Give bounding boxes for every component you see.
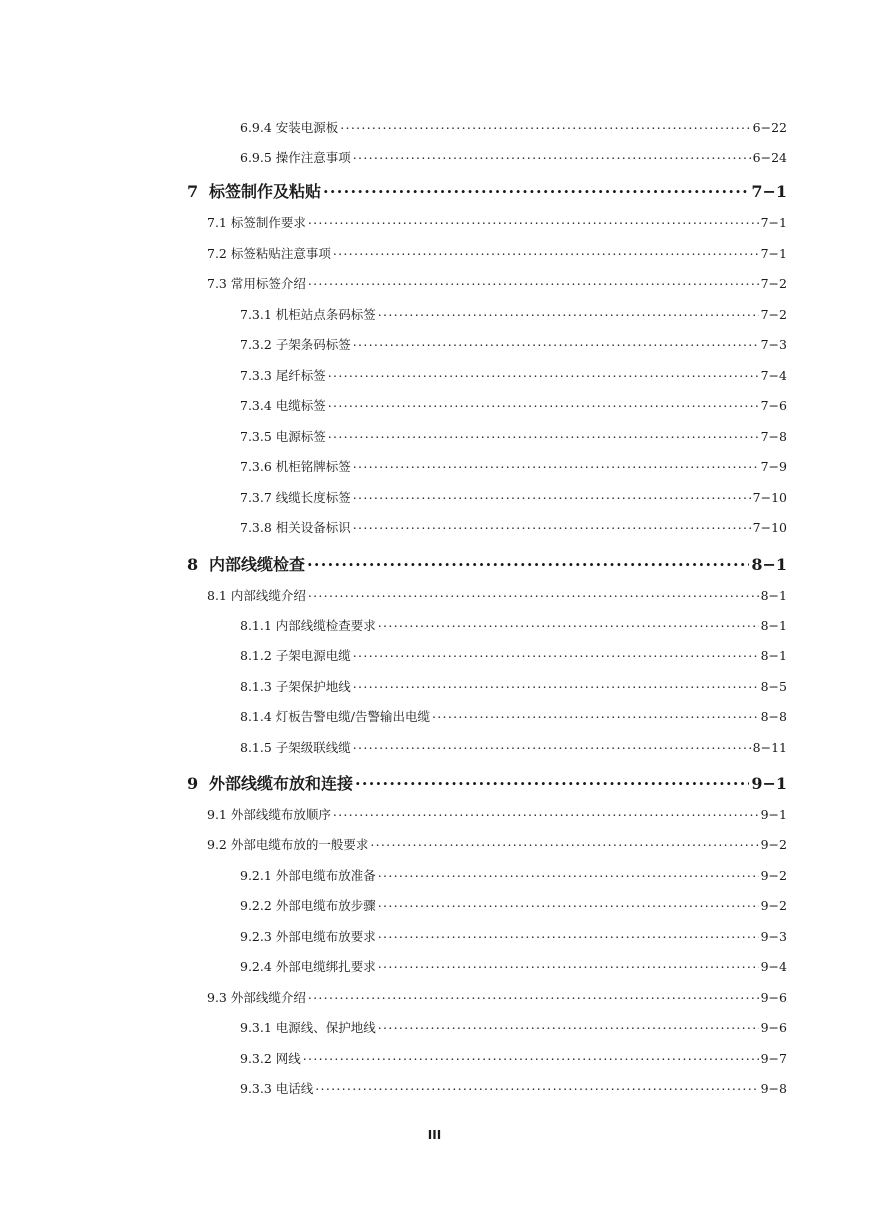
toc-page-number: 7−3 <box>760 337 787 352</box>
toc-entry-title-group <box>240 957 376 975</box>
toc-dot-leader <box>353 520 751 533</box>
toc-subsection-entry[interactable] <box>240 366 787 384</box>
toc-entry-title: 9.3.1 电源线、保护地线 <box>240 1020 376 1035</box>
toc-chapter-entry[interactable] <box>187 771 787 794</box>
toc-dot-leader <box>323 181 749 197</box>
toc-dot-leader <box>308 588 759 601</box>
toc-page-number: 9−6 <box>760 990 787 1005</box>
toc-dot-leader <box>432 709 759 722</box>
toc-page-number: 9−2 <box>760 868 787 883</box>
toc-entry-title-group <box>187 771 353 794</box>
toc-page-number: 9−1 <box>751 774 787 793</box>
toc-dot-leader <box>355 773 749 789</box>
toc-entry-title: 9.3.3 电话线 <box>240 1081 314 1096</box>
toc-dot-leader <box>315 1081 758 1094</box>
toc-dot-leader <box>378 929 759 942</box>
toc-entry-title-group <box>240 396 326 414</box>
toc-subsection-entry[interactable] <box>240 427 787 445</box>
toc-entry-title: 7.1 标签制作要求 <box>207 215 306 230</box>
toc-entry-title: 内部线缆检查 <box>209 555 306 574</box>
toc-page-number: 9−8 <box>760 1081 787 1096</box>
toc-page-number: 6−22 <box>752 120 787 135</box>
toc-entry-title: 8.1.3 子架保护地线 <box>240 679 351 694</box>
toc-entry-title: 9.1 外部线缆布放顺序 <box>207 807 331 822</box>
toc-entry-title: 7.3.4 电缆标签 <box>240 398 326 413</box>
toc-entry-title-group <box>207 244 331 262</box>
toc-page-number: 7−8 <box>760 429 787 444</box>
toc-entry-title: 9.2.1 外部电缆布放准备 <box>240 868 376 883</box>
toc-entry-title-group <box>240 738 351 756</box>
toc-dot-leader <box>308 215 759 228</box>
toc-page-number: 7−1 <box>760 215 787 230</box>
toc-entry-title-group <box>240 707 430 725</box>
toc-entry-title-group <box>240 366 326 384</box>
toc-entry-title-group <box>240 616 376 634</box>
toc-entry-title-group <box>207 274 306 292</box>
toc-subsection-entry[interactable] <box>240 518 787 536</box>
toc-subsection-entry[interactable] <box>240 707 787 725</box>
toc-dot-leader <box>333 807 759 820</box>
toc-entry-title-group <box>187 552 305 575</box>
toc-subsection-entry[interactable] <box>240 335 787 353</box>
toc-page-number: 7−10 <box>752 490 787 505</box>
toc-dot-leader <box>353 459 759 472</box>
toc-entry-title-group <box>240 148 351 166</box>
toc-subsection-entry[interactable] <box>240 1049 787 1067</box>
toc-entry-title-group <box>187 179 321 202</box>
toc-entry-title-group <box>240 457 351 475</box>
toc-page-number: 8−8 <box>760 709 787 724</box>
toc-entry-title: 8.1.1 内部线缆检查要求 <box>240 618 376 633</box>
toc-entry-title: 7.3.3 尾纤标签 <box>240 368 326 383</box>
toc-entry-title: 6.9.5 操作注意事项 <box>240 150 351 165</box>
toc-dot-leader <box>353 679 759 692</box>
toc-subsection-entry[interactable] <box>240 148 787 166</box>
toc-dot-leader <box>340 120 750 133</box>
toc-dot-leader <box>328 368 759 381</box>
toc-page-number: 9−1 <box>760 807 787 822</box>
toc-entry-title-group <box>207 805 331 823</box>
toc-entry-title: 7.2 标签粘贴注意事项 <box>207 246 331 261</box>
toc-subsection-entry[interactable] <box>240 738 787 756</box>
toc-dot-leader <box>353 490 751 503</box>
toc-page-number: 7−4 <box>760 368 787 383</box>
toc-subsection-entry[interactable] <box>240 118 787 136</box>
toc-page-number: 9−4 <box>760 959 787 974</box>
toc-entry-title-group <box>207 213 306 231</box>
toc-subsection-entry[interactable] <box>240 957 787 975</box>
toc-dot-leader <box>308 276 759 289</box>
toc-page-number: 9−2 <box>760 837 787 852</box>
toc-chapter-number: 9 <box>187 774 199 793</box>
toc-entry-title-group <box>240 646 351 664</box>
toc-chapter-number: 7 <box>187 182 199 201</box>
toc-chapter-number: 8 <box>187 555 199 574</box>
toc-page-number: 9−6 <box>760 1020 787 1035</box>
toc-chapter-entry[interactable] <box>187 552 787 575</box>
toc-entry-title-group <box>240 518 351 536</box>
toc-entry-title-group <box>240 118 338 136</box>
toc-entry-title-group <box>207 586 306 604</box>
toc-entry-title-group <box>240 927 376 945</box>
toc-dot-leader <box>333 246 759 259</box>
toc-page-number: 8−1 <box>760 648 787 663</box>
toc-page-number: 9−7 <box>760 1051 787 1066</box>
toc-dot-leader <box>308 990 759 1003</box>
toc-dot-leader <box>378 868 759 881</box>
toc-dot-leader <box>353 648 759 661</box>
toc-subsection-entry[interactable] <box>240 488 787 506</box>
toc-entry-title-group <box>240 896 376 914</box>
toc-dot-leader <box>378 959 759 972</box>
toc-entry-title: 7.3.2 子架条码标签 <box>240 337 351 352</box>
toc-section-entry[interactable] <box>207 213 787 231</box>
toc-page-number: 9−3 <box>760 929 787 944</box>
toc-entry-title: 7.3.6 机柜铭牌标签 <box>240 459 351 474</box>
toc-section-entry[interactable] <box>207 244 787 262</box>
toc-entry-title: 9.2.3 外部电缆布放要求 <box>240 929 376 944</box>
toc-section-entry[interactable] <box>207 835 787 853</box>
toc-entry-title: 7.3.8 相关设备标识 <box>240 520 351 535</box>
toc-dot-leader <box>378 618 759 631</box>
toc-dot-leader <box>378 1020 759 1033</box>
toc-subsection-entry[interactable] <box>240 457 787 475</box>
toc-entry-title: 9.3 外部线缆介绍 <box>207 990 306 1005</box>
toc-entry-title-group <box>240 427 326 445</box>
toc-entry-title-group <box>240 677 351 695</box>
toc-entry-title: 7.3.5 电源标签 <box>240 429 326 444</box>
toc-page-number: 7−6 <box>760 398 787 413</box>
toc-entry-title: 7.3.7 线缆长度标签 <box>240 490 351 505</box>
toc-entry-title: 9.2 外部电缆布放的一般要求 <box>207 837 369 852</box>
toc-section-entry[interactable] <box>207 586 787 604</box>
toc-entry-title: 7.3 常用标签介绍 <box>207 276 306 291</box>
toc-entry-title: 8.1.4 灯板告警电缆/告警输出电缆 <box>240 709 430 724</box>
toc-entry-title: 6.9.4 安装电源板 <box>240 120 339 135</box>
toc-entry-title: 标签制作及粘贴 <box>209 182 322 201</box>
toc-subsection-entry[interactable] <box>240 927 787 945</box>
toc-entry-title: 9.3.2 网线 <box>240 1051 301 1066</box>
toc-page-number: 9−2 <box>760 898 787 913</box>
toc-page-number: 7−1 <box>751 182 787 201</box>
toc-page-number: 6−24 <box>752 150 787 165</box>
toc-dot-leader <box>378 307 759 320</box>
toc-subsection-entry[interactable] <box>240 866 787 884</box>
toc-subsection-entry[interactable] <box>240 896 787 914</box>
toc-subsection-entry[interactable] <box>240 616 787 634</box>
toc-entry-title-group <box>207 988 306 1006</box>
toc-entry-title-group <box>240 1049 301 1067</box>
toc-dot-leader <box>353 337 759 350</box>
toc-entry-title-group <box>240 488 351 506</box>
toc-subsection-entry[interactable] <box>240 1018 787 1036</box>
toc-page-number: 7−2 <box>760 276 787 291</box>
toc-page-number: 8−5 <box>760 679 787 694</box>
toc-dot-leader <box>307 554 749 570</box>
toc-entry-title: 9.2.4 外部电缆绑扎要求 <box>240 959 376 974</box>
toc-page-number: 7−1 <box>760 246 787 261</box>
toc-entry-title-group <box>240 1079 313 1097</box>
page-number: III <box>427 1128 442 1142</box>
toc-dot-leader <box>378 898 759 911</box>
toc-section-entry[interactable] <box>207 988 787 1006</box>
toc-entry-title-group <box>207 835 368 853</box>
toc-page-number: 8−1 <box>760 588 787 603</box>
toc-subsection-entry[interactable] <box>240 305 787 323</box>
toc-dot-leader <box>353 150 751 163</box>
toc-page-number: 7−9 <box>760 459 787 474</box>
toc-dot-leader <box>370 837 758 850</box>
toc-subsection-entry[interactable] <box>240 677 787 695</box>
toc-entry-title: 8.1.5 子架级联线缆 <box>240 740 351 755</box>
toc-dot-leader <box>328 429 759 442</box>
toc-subsection-entry[interactable] <box>240 1079 787 1097</box>
toc-section-entry[interactable] <box>207 274 787 292</box>
toc-subsection-entry[interactable] <box>240 646 787 664</box>
toc-dot-leader <box>303 1051 759 1064</box>
toc-page-number: 8−1 <box>760 618 787 633</box>
toc-entry-title: 外部线缆布放和连接 <box>209 774 354 793</box>
toc-entry-title: 8.1.2 子架电源电缆 <box>240 648 351 663</box>
toc-chapter-entry[interactable] <box>187 179 787 202</box>
toc-dot-leader <box>353 740 751 753</box>
toc-page-number: 7−10 <box>752 520 787 535</box>
toc-subsection-entry[interactable] <box>240 396 787 414</box>
toc-page-number: 8−1 <box>751 555 787 574</box>
toc-page-number: 8−11 <box>752 740 787 755</box>
toc-entry-title-group <box>240 1018 376 1036</box>
toc-entry-title-group <box>240 866 376 884</box>
toc-entry-title: 9.2.2 外部电缆布放步骤 <box>240 898 376 913</box>
toc-entry-title: 8.1 内部线缆介绍 <box>207 588 306 603</box>
toc-page-number: 7−2 <box>760 307 787 322</box>
toc-dot-leader <box>328 398 759 411</box>
toc-entry-title-group <box>240 305 376 323</box>
toc-entry-title: 7.3.1 机柜站点条码标签 <box>240 307 376 322</box>
toc-entry-title-group <box>240 335 351 353</box>
toc-section-entry[interactable] <box>207 805 787 823</box>
